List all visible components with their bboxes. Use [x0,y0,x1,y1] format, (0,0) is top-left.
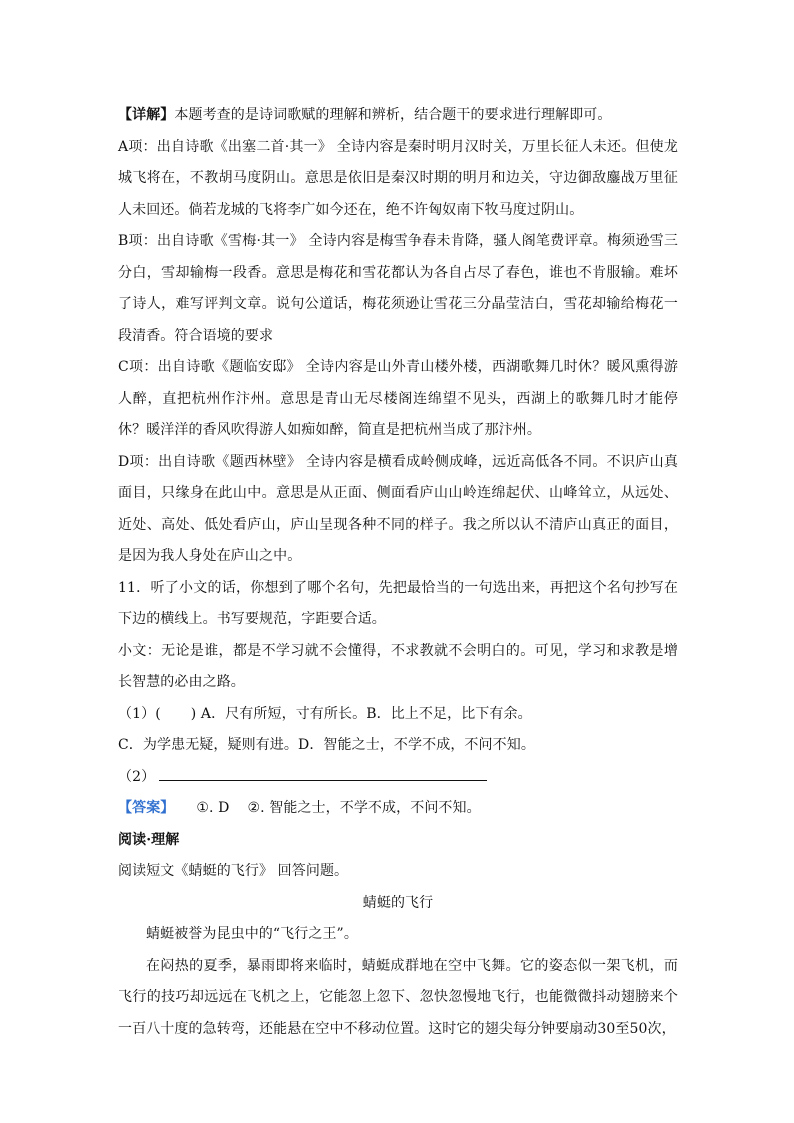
answer-part-2: ②. 智能之士，不学不成，不问不知。 [247,800,481,816]
answer-row [118,793,678,825]
answer-part-1: ①. D [196,800,230,816]
detail-paragraph [118,100,678,132]
option-b-paragraph: B项：出自诗歌《雪梅·其一》 全诗内容是梅雪争春未肯降，骚人阁笔费评章。梅须逊雪三分白，雪却输梅一段香。意思是梅花和雪花都认为各自占尽了春色，谁也不肯服输。难坏了诗人，难写评判文章。说句公道话，梅花须逊让雪花三分晶莹洁白，雪花却输给梅花一段清香。符合语境的要求 [118,233,678,344]
reading-prompt: 阅读短文《蜻蜓的飞行》 回答问题。 [118,863,349,879]
choice-options-ab: ) A．尺有所短，寸有所长。B．比上不足，比下有余。 [190,705,532,722]
option-d-paragraph: D项：出自诗歌《题西林壁》 全诗内容是横看成岭侧成峰，远近高低各不同。不识庐山真面目，只缘身在此山中。意思是从正面、侧面看庐山山岭连绵起伏、山峰耸立，从远处、近处、高处、低处看庐山，庐山呈现各种不同的样子。我之所以认不清庐山真正的面目，是因为我人身处在庐山之中。 [118,453,678,564]
xiaowen-quote: 小文：无论是谁，都是不学习就不会懂得，不求教就不会明白的。可见，学习和求教是增长智慧的必由之路。 [118,642,678,690]
blank-line-label: （2） [118,768,156,785]
detail-label: 【详解】 [118,107,175,123]
choice-line-2: C．为学患无疑，疑则有进。D．智能之士，不学不成，不问不知。 [118,737,535,753]
question-11: 11．听了小文的话，你想到了哪个名句，先把最恰当的一句选出来，再把这个名句抄写在下边的横线上。书写要规范，字距要合适。 [118,579,678,627]
option-c-paragraph: C项：出自诗歌《题临安邸》 全诗内容是山外青山楼外楼，西湖歌舞几时休？暖风熏得游人醉，直把杭州作汴州。意思是青山无尽楼阁连绵望不见头，西湖上的歌舞几时才能停休？暖洋洋的香风吹得游人如痴如醉，简直是把杭州当成了那汴州。 [118,359,678,438]
choice-line-1 [118,699,678,731]
section-title: 阅读·理解 [118,831,180,848]
detail-text: 本题考查的是诗词歌赋的理解和辨析，结合题干的要求进行理解即可。 [174,107,612,123]
answer-label: 【答案】 [118,800,175,816]
answer-blank-line [159,780,487,781]
article-paragraph-2: 在闷热的夏季，暴雨即将来临时，蜻蜓成群地在空中飞舞。它的姿态似一架飞机，而飞行的技巧却远远在飞机之上，它能忽上忽下、忽快忽慢地飞行，也能微微抖动翅膀来个一百八十度的急转弯，还能悬在空中不移动位置。这时它的翅尖每分钟要扇动30至50次， [118,957,678,1037]
document-page [118,100,678,1045]
option-a-paragraph: A项：出自诗歌《出塞二首·其一》 全诗内容是秦时明月汉时关，万里长征人未还。但使龙城飞将在，不教胡马度阴山。意思是依旧是秦汉时期的明月和边关，守边御敌鏖战万里征人未回还。倘若龙城的飞将李广如今还在，绝不许匈奴南下牧马度过阴山。 [118,138,678,218]
article-title: 蜻蜓的飞行 [362,894,434,911]
article-paragraph-1: 蜻蜓被誉为昆虫中的“飞行之王”。 [146,926,358,942]
choice-prefix: （1）( [118,705,161,722]
blank-line-row [118,762,678,794]
